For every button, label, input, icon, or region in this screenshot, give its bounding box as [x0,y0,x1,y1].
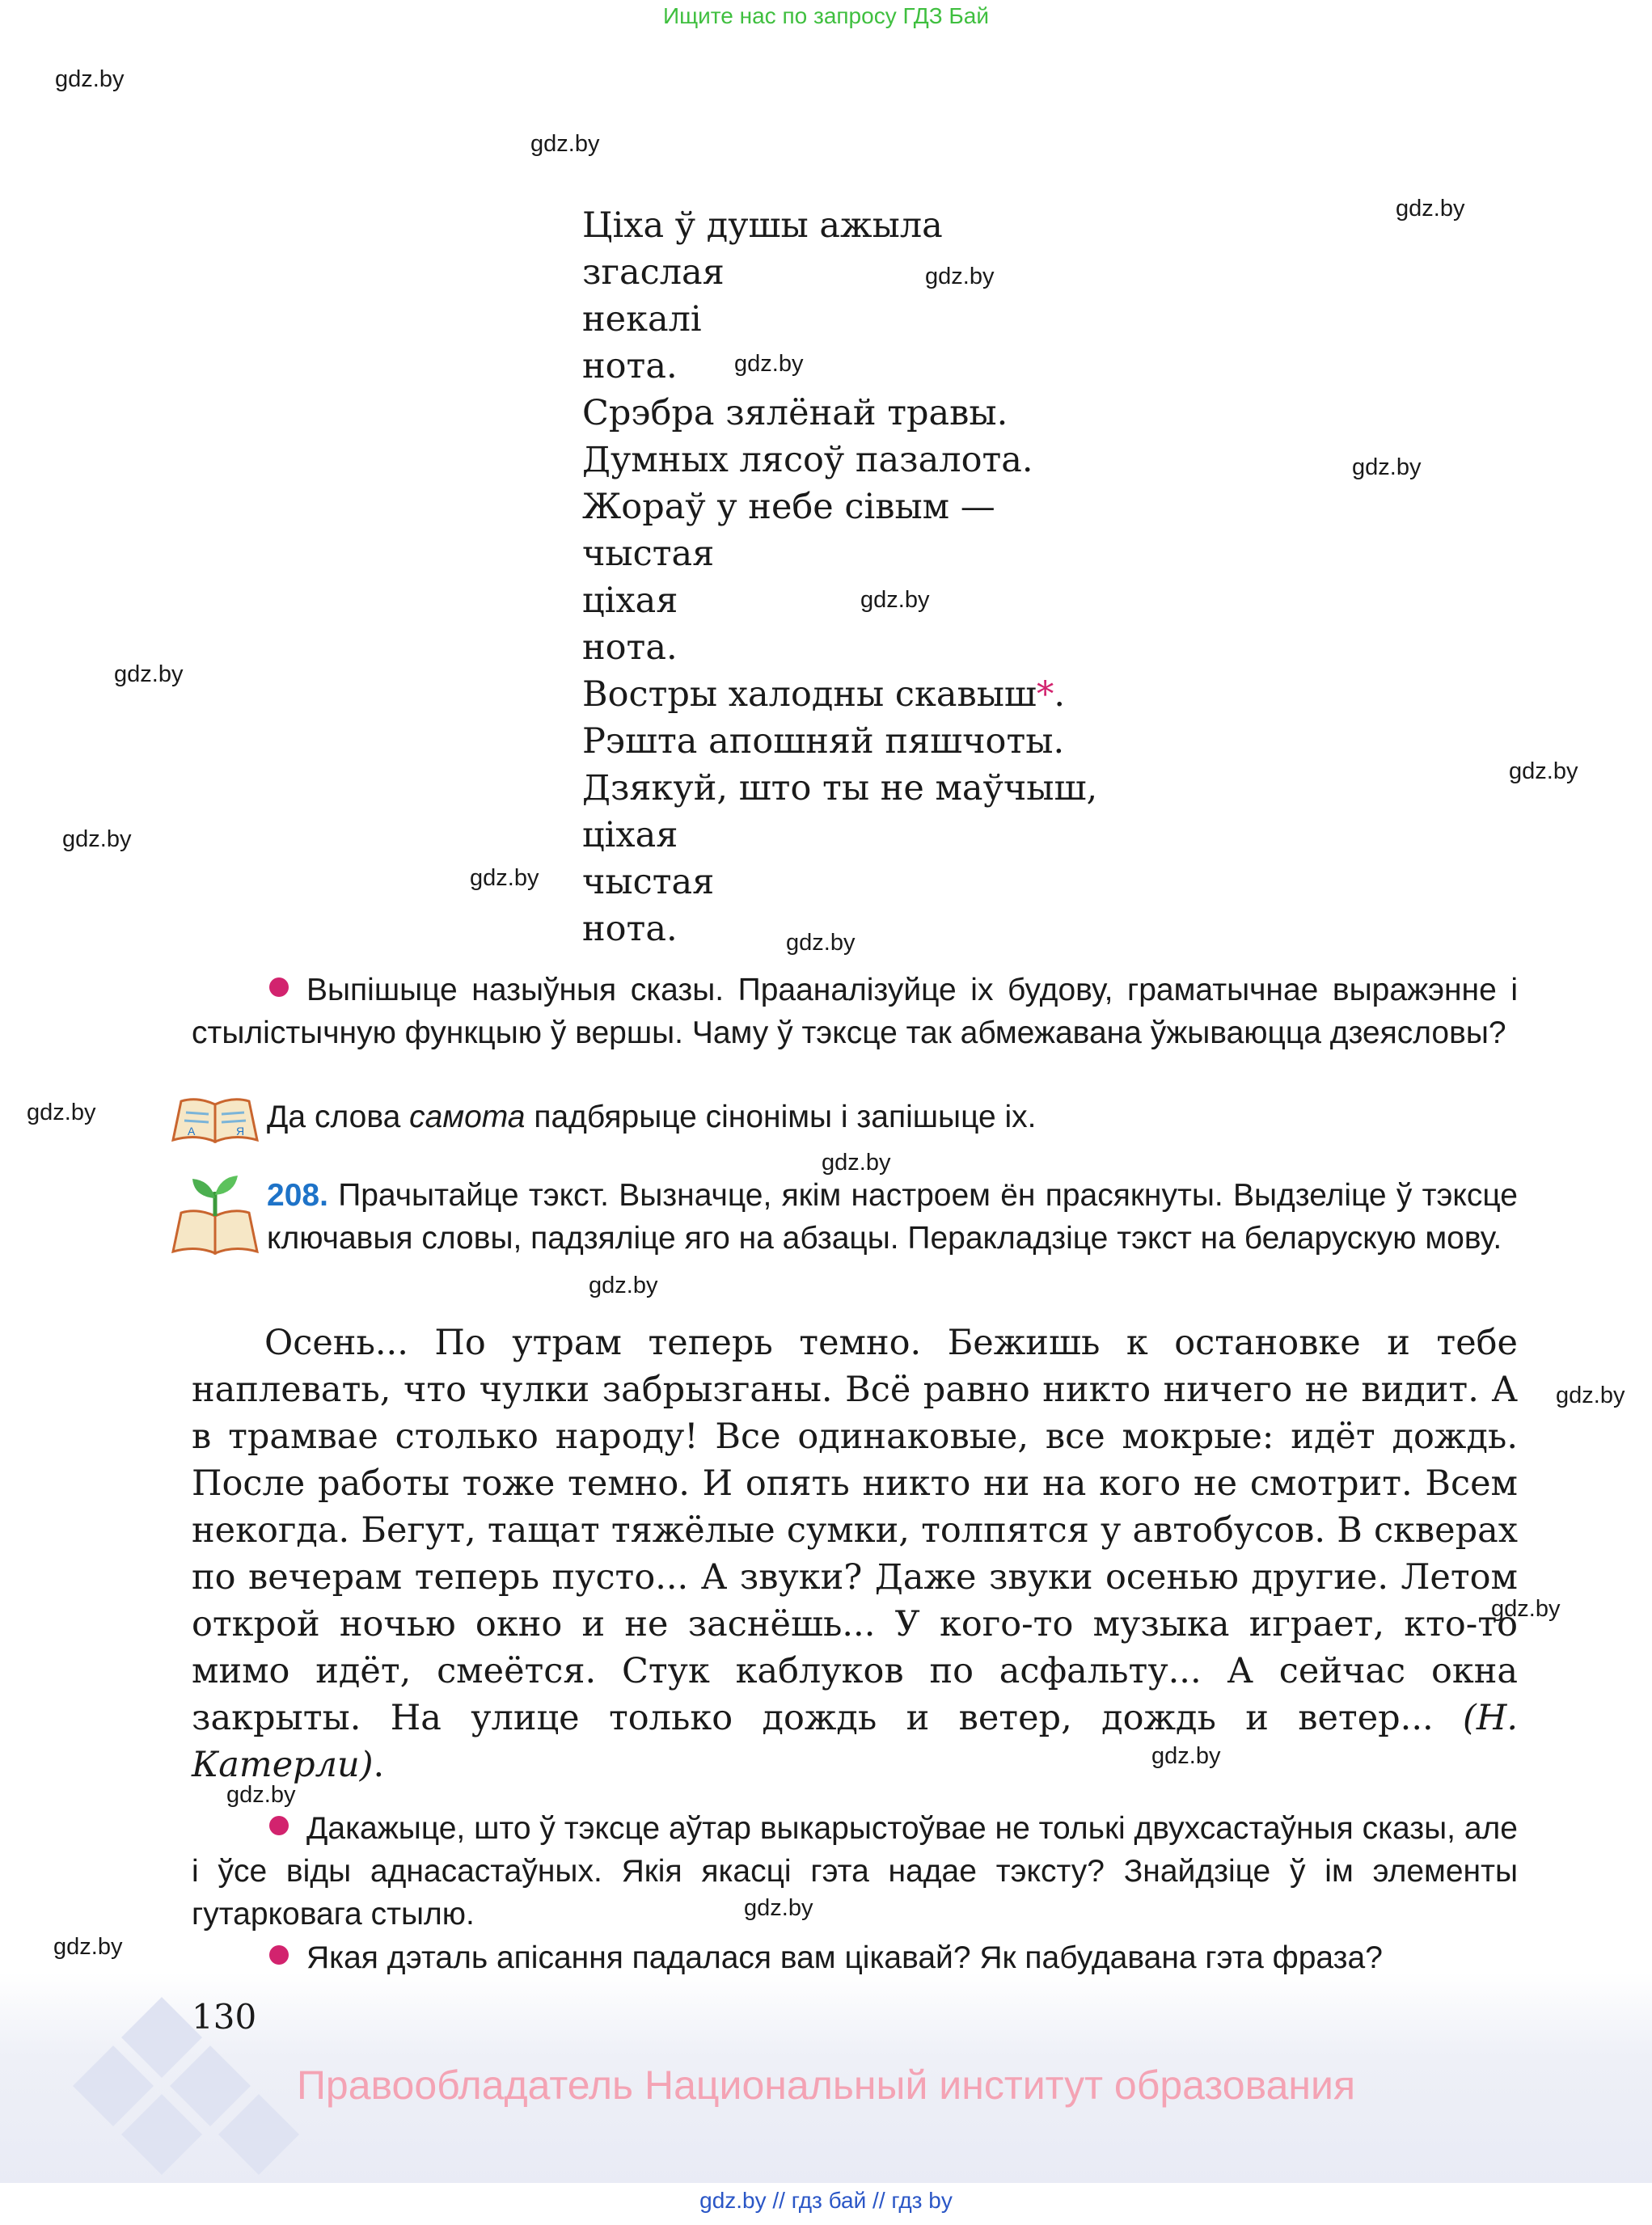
watermark: gdz.by [1396,196,1465,222]
poem-line: нота. [582,346,678,386]
watermark: gdz.by [734,351,804,377]
copyright-notice: Правообладатель Национальный институт образования [296,2062,1356,2108]
watermark: gdz.by [1556,1383,1625,1408]
watermark: gdz.by [114,661,184,687]
watermark: gdz.by [786,930,856,956]
watermark: gdz.by [589,1273,658,1298]
prose-body: Осень... По утрам теперь темно. Бежишь к остановке и тебе наплевать, что чулки забрызганы. Всё равно никто ничего не видит. А в трамвае столько народу! Все одинаковые, все мокрые: идёт дождь. После работы тоже темно. И опять никто ни на кого не смотрит. Всем некогда. Бегут, тащат тяжёлые сумки, толпятся у автобусов. В скверах по вечерам теперь пусто... А звуки? Даже звуки осенью другие. Летом открой ночью окно и не заснёшь... У кого-то музыка играет, кто-то мимо идёт, смеётся. Стук каблуков по асфальту... А сейчас окна закрыты. На улице только дождь и ветер, дождь и ветер... [192,1323,1518,1738]
task-text: Якая дэталь апісання падалася вам цікавай? Як пабудавана гэта фраза? [306,1940,1383,1975]
task-bulleted [192,1807,1518,1936]
bullet-icon [269,1816,289,1835]
watermark: gdz.by [226,1782,296,1808]
task-bulleted [192,969,1518,1054]
watermark: gdz.by [1491,1596,1561,1622]
poem-line: ціхая [582,815,678,855]
poem-line-text: Востры халодны скавыш [582,674,1037,715]
poem-line: Жораў у небе сівым — [582,487,995,527]
poem-line: Думных лясоў пазалота. [582,440,1033,480]
bullet-icon [269,1945,289,1965]
watermark: gdz.by [860,587,930,613]
keyword: самота [409,1100,526,1134]
task-text: Дакажыце, што ў тэксце аўтар выкарыстоўвае не толькі двухсастаўныя сказы, але і ўсе віды аднасастаўных. Якія якасці гэта надае тэксту? Знайдзіце ў ім элементы гутарковага стылю. [192,1811,1518,1932]
svg-text:Я: Я [236,1125,245,1138]
poem-line-end: . [1054,674,1066,715]
poem-line: згаслая [582,252,725,293]
exercise-208 [267,1174,1518,1260]
watermark: gdz.by [470,865,539,891]
prose-end: . [373,1745,385,1785]
page-number: 130 [192,1997,257,2037]
exercise-text: Прачытайце тэкст. Вызначце, якім настроем ён прасякнуты. Выдзеліце ў тэксце ключавыя словы, падзяліце яго на абзацы. Перакладзіце тэкст на беларускую мову. [267,1178,1518,1256]
poem [582,202,1097,952]
watermark: gdz.by [1509,758,1578,784]
footnote-star: * [1036,674,1054,715]
top-banner: Ищите нас по запросу ГДЗ Бай [662,3,990,28]
task-text: падбярыце сінонімы і запішыце іх. [525,1100,1037,1134]
poem-line: некалі [582,299,702,340]
poem-line: нота. [582,627,678,668]
poem-line: ціхая [582,581,678,621]
svg-text:А: А [188,1125,196,1138]
poem-line: нота. [582,909,678,949]
watermark: gdz.by [1151,1743,1221,1769]
watermark: gdz.by [53,1934,123,1960]
poem-line-footnoted [582,671,1097,718]
task-bulleted [192,1936,1518,1979]
task-text: Выпішыце назыўныя сказы. Прааналізуйце іх будову, граматычнае выражэнне і стылістычную функцыю ў вершы. Чаму ў тэксце так абмежавана ўжываюцца дзеясловы? [192,973,1518,1050]
poem-line: Рэшта апошняй пяшчоты. [582,721,1065,762]
poem-line: чыстая [582,862,715,902]
poem-line: Дзякуй, што ты не маўчыш, [582,768,1098,809]
task-text: Да слова [267,1100,410,1134]
watermark: gdz.by [27,1100,96,1125]
poem-line: чыстая [582,534,715,574]
watermark: gdz.by [530,131,600,157]
watermark: gdz.by [744,1895,813,1921]
watermark: gdz.by [1352,454,1422,480]
book-sprout-icon [170,1174,260,1255]
bullet-icon [269,977,289,997]
exercise-number: 208. [267,1178,328,1213]
dictionary-book-icon [170,1093,260,1143]
watermark: gdz.by [822,1150,891,1176]
poem-line: Срэбра зялёнай травы. [582,393,1008,433]
bottom-links[interactable]: gdz.by // гдз бай // гдз by [699,2188,953,2213]
watermark: gdz.by [62,826,132,852]
task-synonyms [267,1096,1528,1138]
watermark: gdz.by [925,264,995,289]
prose-author: (Н. Катерли) [192,1698,1518,1785]
prose-text [192,1319,1518,1788]
poem-line: Ціха ў душы ажыла [582,205,943,246]
watermark: gdz.by [55,66,125,92]
